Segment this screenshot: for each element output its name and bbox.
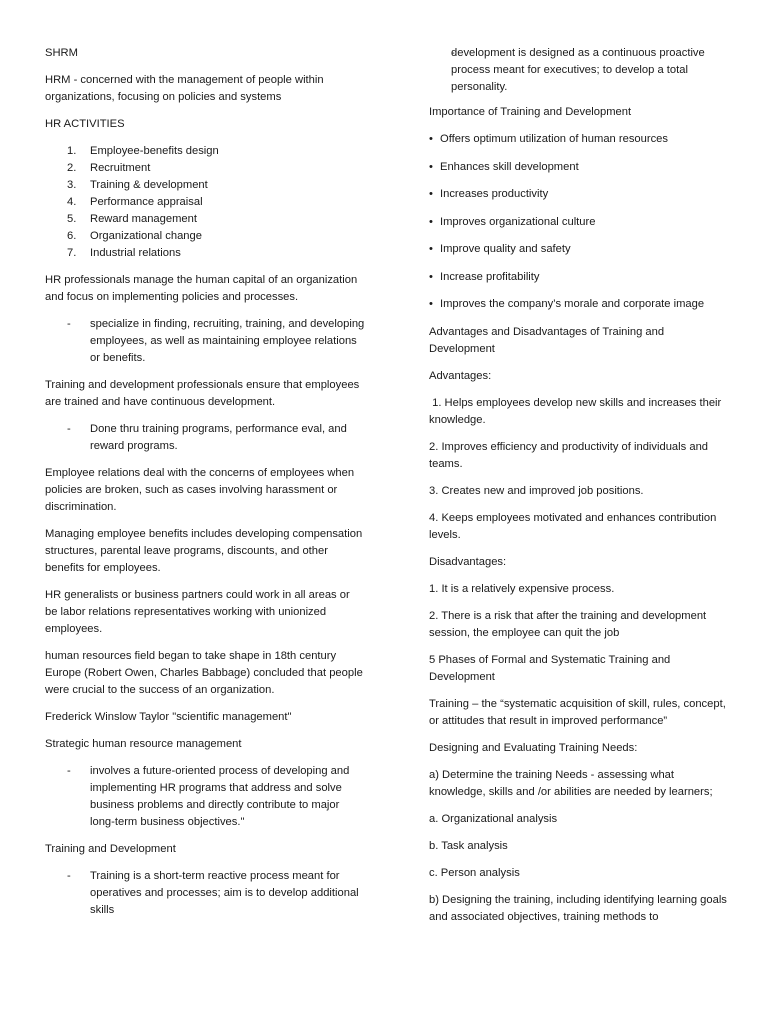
list-item: c. Person analysis	[429, 866, 520, 879]
list-item: • Increase profitability	[429, 269, 729, 286]
paragraph-managing-benefits: Managing employee benefits includes developing compensation structures, parental leave programs, discounts, and other benefits for employees.	[45, 528, 363, 574]
list-item: 2. Recruitment	[67, 162, 151, 174]
paragraph-training-professionals: Training and development professionals ensure that employees are trained and have continuous development.	[45, 379, 360, 408]
heading-importance: Importance of Training and Development	[429, 106, 632, 118]
list-item: 4. Performance appraisal	[67, 196, 203, 208]
heading-five-phases: 5 Phases of Formal and Systematic Training and Development	[429, 653, 671, 683]
heading-advantages: Advantages:	[429, 369, 492, 382]
disadvantage-item: 1. It is a relatively expensive process.	[429, 582, 615, 595]
dash-list	[45, 763, 365, 831]
heading-strategic-hrm: Strategic human resource management	[45, 738, 242, 750]
paragraph-taylor: Frederick Winslow Taylor "scientific management"	[45, 711, 292, 723]
advantage-item: 2. Improves efficiency and productivity of individuals and teams.	[429, 440, 709, 470]
disadvantage-item: 2. There is a risk that after the training and development session, the employee can quit the job	[429, 609, 707, 639]
paragraph-training-definition: Training – the “systematic acquisition of skill, rules, concept, or attitudes that result in improved performance”	[429, 697, 726, 727]
list-item: - Done thru training programs, performance eval, and reward programs.	[45, 421, 365, 455]
list-item: a. Organizational analysis	[429, 812, 558, 825]
dash-list	[45, 421, 365, 455]
paragraph-hr-generalists: HR generalists or business partners could work in all areas or be labor relations representatives working with unionized employees.	[45, 589, 350, 635]
list-item: - Training is a short-term reactive process meant for operatives and processes; aim is to develop additional skills	[45, 868, 365, 919]
paragraph-hrm: HRM - concerned with the management of people within organizations, focusing on policies and systems	[45, 74, 324, 103]
paragraph-hr-field-history: human resources field began to take shape in 18th century Europe (Robert Owen, Charles Babbage) concluded that people were crucial to the success of an organization.	[45, 650, 363, 696]
dash-list	[429, 45, 729, 96]
paragraph-designing-training: b) Designing the training, including identifying learning goals and associated objectives, training methods to	[429, 893, 727, 923]
list-item: - specialize in finding, recruiting, training, and developing employees, as well as maintaining employee relations or benefits.	[45, 316, 365, 367]
list-item: - involves a future-oriented process of developing and implementing HR programs that address and solve business problems and directly contribute to major long-term business objectives."	[45, 763, 365, 831]
left-column	[45, 45, 365, 929]
list-item: • Improve quality and safety	[429, 241, 729, 258]
advantage-item: 3. Creates new and improved job positions.	[429, 484, 644, 497]
list-item: 7. Industrial relations	[67, 247, 181, 259]
heading-adv-disadv: Advantages and Disadvantages of Training and Development	[429, 325, 665, 355]
list-item: 1. Employee-benefits design	[67, 145, 219, 157]
advantage-item: 1. Helps employees develop new skills and increases their knowledge.	[429, 396, 725, 426]
list-item: • Improves organizational culture	[429, 214, 729, 231]
list-item: 5. Reward management	[67, 213, 197, 225]
paragraph-employee-relations: Employee relations deal with the concerns of employees when policies are broken, such as cases involving harassment or discrimination.	[45, 467, 355, 513]
dash-list	[45, 868, 365, 919]
importance-list	[429, 131, 729, 313]
heading-disadvantages: Disadvantages:	[429, 555, 507, 568]
right-column	[429, 45, 729, 936]
list-item: • Improves the company’s morale and corporate image	[429, 296, 729, 313]
heading-designing-evaluating: Designing and Evaluating Training Needs:	[429, 741, 638, 754]
list-item: - development is designed as a continuous proactive process meant for executives; to develop a total personality.	[429, 45, 729, 96]
list-item: 3. Training & development	[67, 179, 208, 191]
heading-shrm: SHRM	[45, 47, 78, 59]
heading-hr-activities: HR ACTIVITIES	[45, 118, 125, 130]
list-item: • Increases productivity	[429, 186, 729, 203]
list-item: • Offers optimum utilization of human resources	[429, 131, 729, 148]
list-item: • Enhances skill development	[429, 159, 729, 176]
list-item: b. Task analysis	[429, 839, 508, 852]
advantage-item: 4. Keeps employees motivated and enhances contribution levels.	[429, 511, 717, 541]
paragraph-determine-needs: a) Determine the training Needs - assessing what knowledge, skills and /or abilities are needed by learners;	[429, 768, 713, 798]
hr-activities-list	[45, 143, 365, 262]
paragraph-hr-professionals: HR professionals manage the human capital of an organization and focus on implementing policies and processes.	[45, 274, 358, 303]
heading-training-development: Training and Development	[45, 843, 176, 855]
dash-list	[45, 316, 365, 367]
list-item: 6. Organizational change	[67, 230, 202, 242]
